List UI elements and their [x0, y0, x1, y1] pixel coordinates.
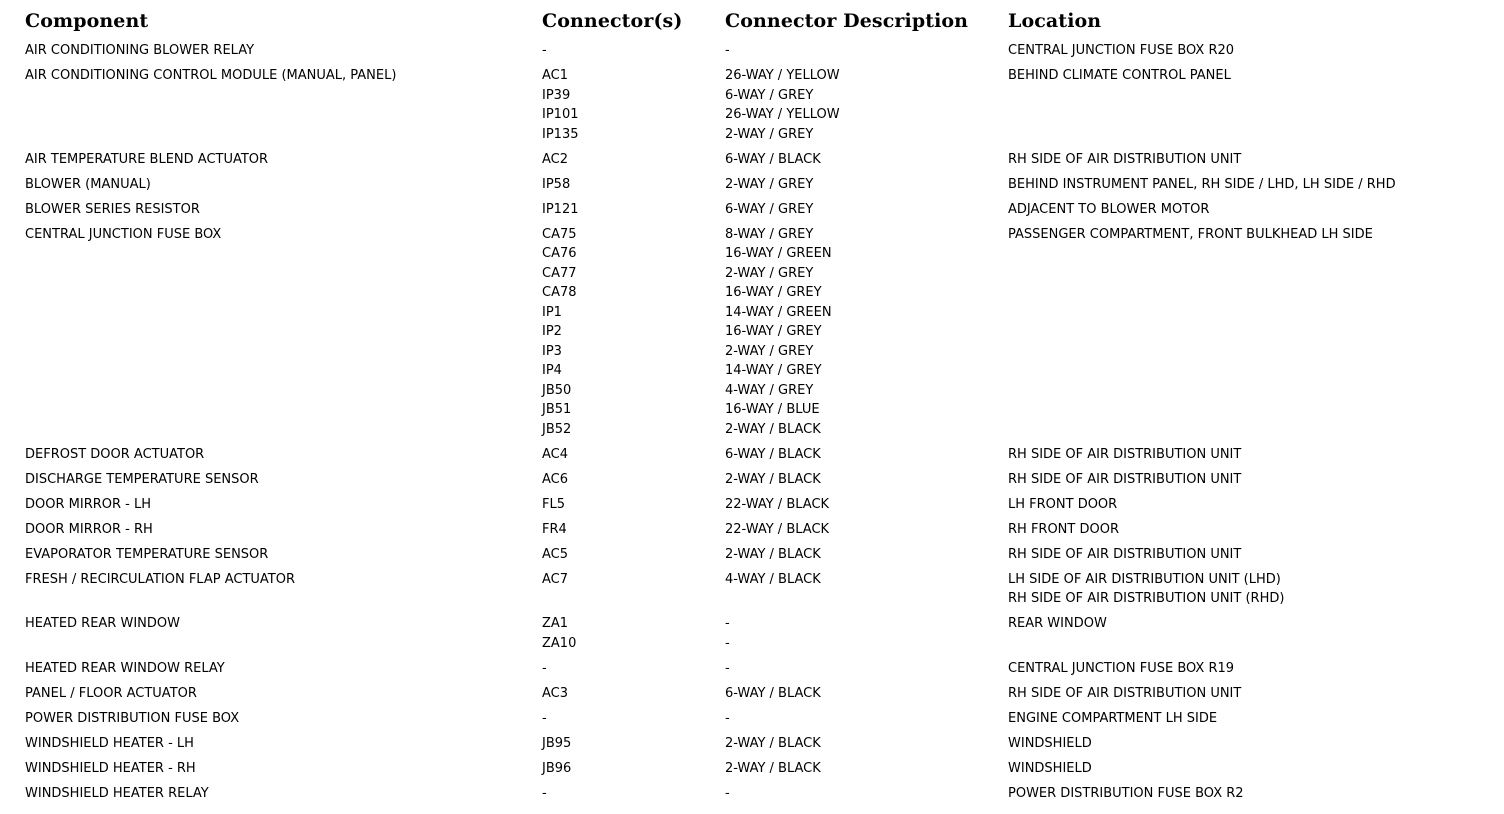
connector-cell	[542, 734, 571, 754]
table-row	[0, 445, 1504, 470]
connector-description-cell-line: 2-WAY / GREY	[725, 265, 814, 281]
connector-cell	[542, 66, 579, 144]
header-location: Location	[1008, 10, 1102, 32]
table-row	[0, 709, 1504, 734]
location-cell-line: RH SIDE OF AIR DISTRIBUTION UNIT (RHD)	[1008, 591, 1285, 606]
component-cell	[25, 684, 197, 704]
component-cell-text: DOOR MIRROR - LH	[25, 496, 151, 512]
connector-cell-line: ZA10	[542, 635, 577, 651]
connector-cell-line: -	[542, 710, 547, 726]
connector-cell-line: JB51	[542, 402, 572, 417]
connector-cell-line: JB96	[542, 760, 572, 776]
connector-description-cell-line: 4-WAY / BLACK	[725, 571, 821, 587]
connector-description-cell-line: 22-WAY / BLACK	[725, 496, 830, 512]
component-cell	[25, 759, 196, 779]
table-row	[0, 225, 1504, 445]
connector-cell-line: JB50	[542, 382, 572, 398]
table-row	[0, 759, 1504, 784]
connector-description-cell	[725, 150, 821, 170]
table-row	[0, 614, 1504, 659]
connector-cell-line: IP1	[542, 304, 562, 320]
connector-description-cell	[725, 759, 821, 779]
location-cell-line: REAR WINDOW	[1008, 616, 1107, 631]
connector-description-cell-line: 16-WAY / GREY	[725, 324, 822, 339]
component-cell	[25, 41, 254, 61]
location-cell	[1008, 200, 1209, 220]
header-connectors: Connector(s)	[542, 10, 683, 32]
connector-cell-line: -	[542, 43, 547, 58]
location-cell-line: BEHIND INSTRUMENT PANEL, RH SIDE / LHD, LH SIDE / RHD	[1008, 176, 1396, 192]
location-cell-line: WINDSHIELD	[1008, 735, 1092, 751]
table-row	[0, 784, 1504, 809]
connector-cell	[542, 495, 565, 515]
connector-cell-line: IP121	[542, 201, 579, 217]
location-cell-line: POWER DISTRIBUTION FUSE BOX R2	[1008, 785, 1244, 801]
connector-description-cell-line: 2-WAY / GREY	[725, 343, 814, 359]
connector-cell	[542, 709, 547, 729]
connector-description-cell-line: 2-WAY / BLACK	[725, 735, 821, 751]
location-cell	[1008, 784, 1244, 804]
component-cell	[25, 784, 209, 804]
table-row	[0, 175, 1504, 200]
component-cell	[25, 175, 151, 195]
connector-description-cell	[725, 520, 829, 540]
connector-cell-line: IP3	[542, 343, 562, 359]
table-row	[0, 734, 1504, 759]
connector-cell-line: AC1	[542, 68, 569, 83]
location-cell-line: ENGINE COMPARTMENT LH SIDE	[1008, 710, 1218, 726]
location-cell	[1008, 759, 1092, 779]
connector-cell-line: CA77	[542, 265, 577, 281]
location-cell	[1008, 614, 1107, 634]
connector-description-cell-line: -	[725, 710, 730, 726]
table-row	[0, 659, 1504, 684]
component-cell-text: DOOR MIRROR - RH	[25, 521, 153, 537]
connector-description-cell-line: -	[725, 616, 730, 631]
location-cell	[1008, 470, 1241, 490]
connector-description-cell-line: 14-WAY / GREEN	[725, 304, 832, 320]
component-cell-text: HEATED REAR WINDOW	[25, 616, 180, 631]
table-row	[0, 545, 1504, 570]
component-cell-text: AIR TEMPERATURE BLEND ACTUATOR	[25, 151, 269, 167]
location-cell-line: ADJACENT TO BLOWER MOTOR	[1008, 201, 1210, 217]
table-row	[0, 200, 1504, 225]
component-cell	[25, 545, 268, 565]
component-cell	[25, 709, 239, 729]
location-cell-line: CENTRAL JUNCTION FUSE BOX R19	[1008, 660, 1235, 676]
component-cell-text: EVAPORATOR TEMPERATURE SENSOR	[25, 546, 269, 562]
connector-description-cell-line: 2-WAY / BLACK	[725, 546, 821, 562]
connector-cell-line: AC7	[542, 571, 569, 587]
location-cell	[1008, 445, 1241, 465]
connector-cell	[542, 659, 547, 679]
location-cell	[1008, 659, 1234, 679]
table-body	[0, 41, 1504, 809]
component-cell	[25, 734, 194, 754]
component-cell-text: WINDSHIELD HEATER RELAY	[25, 785, 209, 801]
connector-description-cell	[725, 784, 730, 804]
connector-cell-line: IP58	[542, 176, 571, 192]
connector-cell-line: -	[542, 660, 547, 676]
connector-cell-line: AC3	[542, 685, 569, 701]
connector-cell-line: CA76	[542, 246, 577, 261]
connector-description-cell	[725, 495, 829, 515]
connector-cell-line: CA75	[542, 226, 577, 242]
table-row	[0, 150, 1504, 175]
header-connector-description: Connector Description	[725, 10, 969, 32]
connector-cell-line: AC2	[542, 151, 569, 167]
header-component: Component	[25, 10, 149, 32]
location-cell-line: BEHIND CLIMATE CONTROL PANEL	[1008, 68, 1231, 83]
component-cell-text: BLOWER SERIES RESISTOR	[25, 201, 200, 217]
location-cell-line: CENTRAL JUNCTION FUSE BOX R20	[1008, 43, 1235, 58]
connector-cell	[542, 225, 577, 440]
table-row	[0, 520, 1504, 545]
connector-cell	[542, 570, 568, 590]
connector-description-cell-line: 6-WAY / BLACK	[725, 446, 821, 462]
connector-description-cell-line: 14-WAY / GREY	[725, 363, 822, 378]
table-row	[0, 684, 1504, 709]
component-cell-text: AIR CONDITIONING CONTROL MODULE (MANUAL, PANEL)	[25, 68, 397, 83]
component-cell-text: WINDSHIELD HEATER - LH	[25, 735, 194, 751]
location-cell-line: RH SIDE OF AIR DISTRIBUTION UNIT	[1008, 446, 1242, 462]
location-cell-line: WINDSHIELD	[1008, 760, 1092, 776]
location-cell-line: LH SIDE OF AIR DISTRIBUTION UNIT (LHD)	[1008, 571, 1281, 587]
table-row	[0, 66, 1504, 150]
location-cell-line: LH FRONT DOOR	[1008, 496, 1118, 512]
connector-cell-line: AC5	[542, 546, 569, 562]
connector-description-cell-line: 16-WAY / BLUE	[725, 402, 820, 417]
component-cell-text: CENTRAL JUNCTION FUSE BOX	[25, 226, 222, 242]
component-cell	[25, 200, 200, 220]
connector-description-cell	[725, 41, 730, 61]
connector-description-cell-line: -	[725, 43, 730, 58]
location-cell-line: RH SIDE OF AIR DISTRIBUTION UNIT	[1008, 471, 1242, 487]
connector-description-cell-line: 26-WAY / YELLOW	[725, 107, 840, 122]
table-row	[0, 470, 1504, 495]
component-cell-text: HEATED REAR WINDOW RELAY	[25, 660, 225, 676]
connector-cell-line: FL5	[542, 496, 565, 512]
connector-description-cell-line: 6-WAY / BLACK	[725, 151, 821, 167]
connector-cell	[542, 470, 568, 490]
connector-cell-line: IP39	[542, 87, 571, 103]
connector-description-cell-line: 2-WAY / BLACK	[725, 471, 821, 487]
location-cell	[1008, 684, 1241, 704]
table-header	[0, 7, 1504, 35]
component-cell-text: DEFROST DOOR ACTUATOR	[25, 446, 205, 462]
component-cell	[25, 470, 259, 490]
connector-cell-line: ZA1	[542, 616, 569, 631]
location-cell	[1008, 175, 1396, 195]
connector-description-cell-line: 8-WAY / GREY	[725, 226, 814, 242]
connector-cell	[542, 684, 568, 704]
connector-description-cell	[725, 684, 821, 704]
connector-description-cell	[725, 545, 821, 565]
connector-cell	[542, 200, 579, 220]
connector-description-cell-line: -	[725, 785, 730, 801]
table-row	[0, 570, 1504, 615]
component-cell	[25, 66, 396, 86]
component-cell	[25, 570, 295, 590]
component-cell	[25, 520, 153, 540]
connector-description-cell-line: 2-WAY / GREY	[725, 126, 814, 142]
location-cell	[1008, 709, 1217, 729]
location-cell-line: RH SIDE OF AIR DISTRIBUTION UNIT	[1008, 151, 1242, 167]
connector-cell-line: IP135	[542, 126, 579, 142]
location-cell	[1008, 545, 1241, 565]
component-cell-text: PANEL / FLOOR ACTUATOR	[25, 685, 197, 701]
connector-cell	[542, 784, 547, 804]
component-cell-text: BLOWER (MANUAL)	[25, 176, 151, 192]
location-cell	[1008, 225, 1373, 245]
connector-cell-line: -	[542, 785, 547, 801]
connector-cell-line: AC6	[542, 471, 569, 487]
connector-description-cell-line: 22-WAY / BLACK	[725, 521, 830, 537]
connector-cell-line: IP2	[542, 324, 562, 339]
component-cell-text: AIR CONDITIONING BLOWER RELAY	[25, 43, 255, 58]
connector-cell-line: AC4	[542, 446, 569, 462]
connector-cell	[542, 41, 547, 61]
location-cell	[1008, 520, 1119, 540]
connector-description-cell-line: 6-WAY / GREY	[725, 201, 814, 217]
component-cell	[25, 659, 225, 679]
component-cell	[25, 495, 151, 515]
connector-description-cell-line: 2-WAY / BLACK	[725, 760, 821, 776]
connector-description-cell	[725, 200, 813, 220]
component-cell	[25, 150, 268, 170]
connector-description-cell-line: 16-WAY / GREY	[725, 285, 822, 300]
connector-cell	[542, 759, 571, 779]
location-cell	[1008, 41, 1234, 61]
component-cell	[25, 445, 204, 465]
connector-description-cell-line: -	[725, 660, 730, 676]
location-cell-line: PASSENGER COMPARTMENT, FRONT BULKHEAD LH SIDE	[1008, 226, 1373, 242]
connector-cell-line: FR4	[542, 521, 567, 537]
location-cell-line: RH FRONT DOOR	[1008, 521, 1119, 537]
location-cell	[1008, 66, 1231, 86]
location-cell	[1008, 150, 1241, 170]
connector-description-cell	[725, 734, 821, 754]
connector-cell	[542, 175, 570, 195]
connector-description-cell	[725, 659, 730, 679]
connector-description-cell-line: 6-WAY / GREY	[725, 87, 814, 103]
location-cell-line: RH SIDE OF AIR DISTRIBUTION UNIT	[1008, 546, 1242, 562]
connector-description-cell-line: 6-WAY / BLACK	[725, 685, 821, 701]
connector-cell	[542, 614, 576, 653]
table-row	[0, 41, 1504, 66]
connector-description-cell	[725, 175, 813, 195]
connector-cell	[542, 520, 567, 540]
table-row	[0, 495, 1504, 520]
location-cell	[1008, 734, 1092, 754]
connector-description-cell	[725, 614, 730, 653]
component-cell-text: FRESH / RECIRCULATION FLAP ACTUATOR	[25, 571, 295, 587]
connector-description-cell-line: 16-WAY / GREEN	[725, 246, 832, 261]
location-cell-line: RH SIDE OF AIR DISTRIBUTION UNIT	[1008, 685, 1242, 701]
connector-description-cell-line: 4-WAY / GREY	[725, 382, 814, 398]
location-cell	[1008, 570, 1284, 609]
connector-description-cell	[725, 445, 821, 465]
connector-cell	[542, 445, 568, 465]
connector-description-cell	[725, 709, 730, 729]
connector-description-cell-line: 26-WAY / YELLOW	[725, 68, 840, 83]
connector-cell-line: JB95	[542, 735, 572, 751]
component-cell-text: WINDSHIELD HEATER - RH	[25, 760, 196, 776]
connector-description-cell	[725, 470, 821, 490]
component-cell-text: POWER DISTRIBUTION FUSE BOX	[25, 710, 240, 726]
component-cell-text: DISCHARGE TEMPERATURE SENSOR	[25, 471, 259, 487]
connector-description-cell	[725, 570, 821, 590]
connector-description-cell-line: 2-WAY / GREY	[725, 176, 814, 192]
connector-cell-line: IP4	[542, 363, 562, 378]
component-cell	[25, 614, 180, 634]
connector-description-cell-line: -	[725, 635, 730, 651]
connector-cell-line: JB52	[542, 421, 572, 437]
connector-description-cell-line: 2-WAY / BLACK	[725, 421, 821, 437]
connector-description-cell	[725, 225, 832, 440]
connector-cell	[542, 150, 568, 170]
connector-cell	[542, 545, 568, 565]
connector-cell-line: IP101	[542, 107, 579, 122]
connector-cell-line: CA78	[542, 285, 577, 300]
component-cell	[25, 225, 221, 245]
connector-description-cell	[725, 66, 840, 144]
location-cell	[1008, 495, 1117, 515]
